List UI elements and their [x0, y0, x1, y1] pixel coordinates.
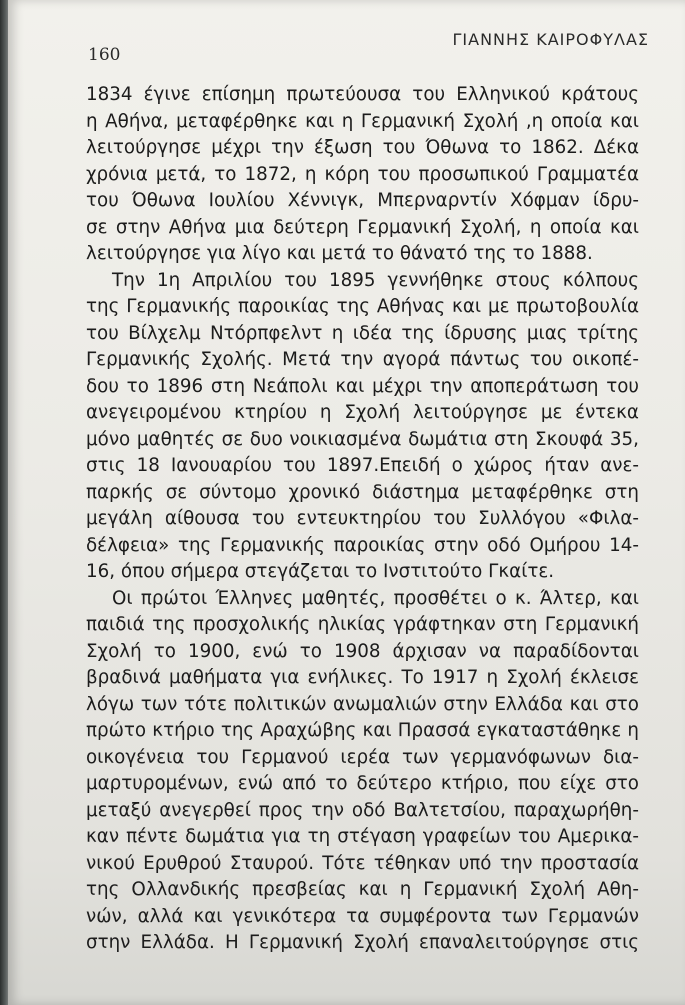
text-line: στις 18 Ιανουαρίου του 1897.Επειδή ο χώρος ήταν ανε-	[86, 455, 639, 476]
text-line: ανεγειρομένου κτηρίου η Σχολή λειτούργησε με έντεκα	[86, 402, 639, 423]
text-line: του Βίλχελμ Ντόρπφελντ η ιδέα της ίδρυσης μιας τρίτης	[86, 322, 639, 344]
text-line: η Αθήνα, μεταφέρθηκε και η Γερμανική Σχολή ,η οποία και	[86, 110, 639, 132]
text-line: 1834 έγινε επίσημη πρωτεύουσα του Ελληνικού κράτους	[86, 84, 639, 105]
text-line: μεταξύ ανεγερθεί προς την οδό Βαλτετσίου, παραχωρήθη-	[86, 799, 639, 821]
text-line: μόνο μαθητές σε δυο νοικιασμένα δωμάτια στη Σκουφά 35,	[86, 428, 639, 450]
text-line: πρώτο κτήριο της Αραχώβης και Πρασσά εγκαταστάθηκε η	[86, 720, 639, 741]
text-line: της Ολλανδικής πρεσβείας και η Γερμανική Σχολή Αθη-	[86, 879, 639, 900]
text-line: Γερμανικής Σχολής. Μετά την αγορά πάντως του οικοπέ-	[86, 349, 639, 370]
paragraph-3	[86, 586, 639, 957]
text-line: δέλφεια» της Γερμανικής παροικίας στην οδό Ομήρου 14-	[86, 534, 639, 556]
paragraph-2	[86, 268, 639, 586]
text-line: δου το 1896 στη Νεάπολι και μέχρι την αποπεράτωση του	[86, 375, 639, 397]
text-line: του Όθωνα Ιουλίου Χέννιγκ, Μπερναρντίν Χόφμαν ίδρυ-	[86, 190, 639, 211]
text-line: μαρτυρομένων, ενώ από το δεύτερο κτήριο, που είχε στο	[86, 773, 639, 794]
text-line: λειτούργησε για λίγο και μετά το θάνατό της το 1888.	[86, 243, 593, 264]
paragraph-1	[86, 82, 639, 268]
text-line: βραδινά μαθήματα για ενήλικες. Το 1917 η Σχολή έκλεισε	[86, 667, 639, 688]
text-line: μεγάλη αίθουσα του εντευκτηρίου του Συλλόγου «Φιλα-	[86, 508, 639, 529]
book-page	[8, 0, 685, 1005]
page-number: 160	[88, 45, 121, 65]
text-line: σε στην Αθήνα μια δεύτερη Γερμανική Σχολή, η οποία και	[86, 216, 639, 238]
text-line: παιδιά της προσχολικής ηλικίας γράφτηκαν στη Γερμανική	[86, 614, 639, 635]
running-head-author: ΓΙΑΝΝΗΣ ΚΑΙΡΟΦΥΛΑΣ	[452, 30, 649, 49]
text-line: παρκής σε σύντομο χρονικό διάστημα μεταφέρθηκε στη	[86, 481, 639, 503]
text-line: χρόνια μετά, το 1872, η κόρη του προσωπικού Γραμματέα	[86, 163, 639, 185]
text-line: στην Ελλάδα. Η Γερμανική Σχολή επαναλειτούργησε στις	[86, 932, 639, 953]
text-line: 16, όπου σήμερα στεγάζεται το Ινστιτούτο Γκαίτε.	[86, 561, 555, 582]
body-text	[86, 82, 639, 957]
text-line: νικού Ερυθρού Σταυρού. Τότε τέθηκαν υπό την προστασία	[86, 852, 639, 874]
text-line: λειτούργησε μέχρι την έξωση του Όθωνα το 1862. Δέκα	[86, 137, 639, 158]
text-line: καν πέντε δωμάτια για τη στέγαση γραφείων του Αμερικα-	[86, 826, 639, 847]
text-line: νών, αλλά και γενικότερα τα συμφέροντα των Γερμανών	[86, 905, 639, 927]
text-line: Οι πρώτοι Έλληνες μαθητές, προσθέτει ο κ. Άλτερ, και	[112, 587, 639, 609]
text-line: της Γερμανικής παροικίας της Αθήνας και με πρωτοβουλία	[86, 296, 639, 317]
text-line: Την 1η Απριλίου του 1895 γεννήθηκε στους κόλπους	[112, 269, 639, 291]
text-line: οικογένεια του Γερμανού ιερέα των γερμανόφωνων δια-	[86, 746, 639, 768]
text-line: Σχολή το 1900, ενώ το 1908 άρχισαν να παραδίδονται	[86, 640, 639, 662]
text-line: λόγω των τότε πολιτικών ανωμαλιών στην Ελλάδα και στο	[86, 693, 639, 715]
